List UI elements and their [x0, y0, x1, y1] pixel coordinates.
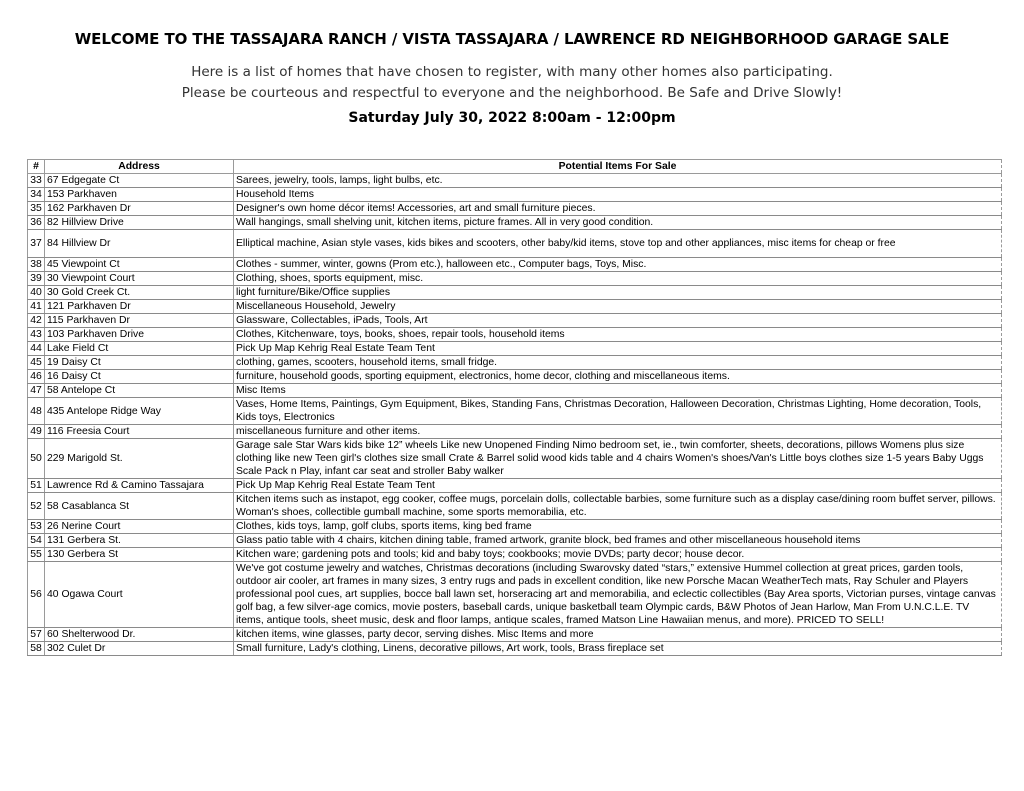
row-number: 42: [28, 314, 45, 328]
row-items: Glassware, Collectables, iPads, Tools, Art: [234, 314, 1002, 328]
intro-line-2: Please be courteous and respectful to everyone and the neighborhood. Be Safe and Drive Slowly!: [181, 85, 843, 101]
row-items: Garage sale Star Wars kids bike 12” wheels Like new Unopened Finding Nimo bedroom set, ie., twin comforter, sheets, decorations, pillows Womens plus size clothing like new Teen girl's clothes size small Crate & Barrel solid wood kids table and 4 chairs Women's shoes/Van's Little boys clothes size 1-5 years Baby Uggs Scale Pack n Play, infant car seat and stroller Baby walker: [234, 439, 1002, 479]
table-row: [28, 493, 1002, 520]
column-header-address: Address: [45, 160, 234, 174]
column-header-number: #: [28, 160, 45, 174]
row-address: 82 Hillview Drive: [45, 216, 234, 230]
row-items: Kitchen items such as instapot, egg cooker, coffee mugs, porcelain dolls, collectable barbies, some furniture such as a display case/dining room buffet server, pillows. Woman's shoes, collectible gumball machine, some sports memorabilia, etc.: [234, 493, 1002, 520]
row-number: 50: [28, 439, 45, 479]
row-number: 47: [28, 384, 45, 398]
row-number: 37: [28, 230, 45, 258]
table-row: [28, 300, 1002, 314]
row-number: 48: [28, 398, 45, 425]
row-address: Lawrence Rd & Camino Tassajara: [45, 479, 234, 493]
table-row: [28, 314, 1002, 328]
table-row: [28, 439, 1002, 479]
row-items: Small furniture, Lady's clothing, Linens, decorative pillows, Art work, tools, Brass fireplace set: [234, 642, 1002, 656]
row-items: miscellaneous furniture and other items.: [234, 425, 1002, 439]
table-row: [28, 356, 1002, 370]
row-number: 38: [28, 258, 45, 272]
row-number: 40: [28, 286, 45, 300]
table-row: [28, 258, 1002, 272]
table-row: [28, 174, 1002, 188]
table-row: [28, 534, 1002, 548]
row-address: 30 Viewpoint Court: [45, 272, 234, 286]
row-address: 115 Parkhaven Dr: [45, 314, 234, 328]
row-items: We've got costume jewelry and watches, Christmas decorations (including Swarovsky dated “stars,” extensive Hummel collection at great prices, garden tools, outdoor air cooler, art frames in many sizes, 3 entry rugs and pads in excellent condition, like new Porsche Macan WeatherTech mats, Ray Schuler and Players professional pool cues, art supplies, bocce ball lawn set, horseracing art and memorabilia, and eclectic collectibles (Bay Area sports, Victorian purses, vintage canvas golf bag, a few silver-age comics, movie posters, baseball cards, unique basketball team Olympic cards, B&W Photos of Jean Harlow, Man From U.N.C.L.E. TV items, antique tools, sheet music, desk and floor lamps, antique scales, framed Matson Line Hawaiian menus, and more). PRICED TO SELL!: [234, 562, 1002, 628]
row-address: 162 Parkhaven Dr: [45, 202, 234, 216]
row-items: Clothing, shoes, sports equipment, misc.: [234, 272, 1002, 286]
table-row: [28, 188, 1002, 202]
page-title: WELCOME TO THE TASSAJARA RANCH / VISTA TASSAJARA / LAWRENCE RD NEIGHBORHOOD GARAGE SALE: [74, 30, 950, 48]
table-row: [28, 520, 1002, 534]
row-address: Lake Field Ct: [45, 342, 234, 356]
row-number: 34: [28, 188, 45, 202]
table-body: [28, 174, 1002, 656]
sale-table: [27, 159, 1002, 656]
row-items: Wall hangings, small shelving unit, kitchen items, picture frames. All in very good condition.: [234, 216, 1002, 230]
row-address: 58 Casablanca St: [45, 493, 234, 520]
table-header-row: [28, 160, 1002, 174]
intro-line-1: Here is a list of homes that have chosen to register, with many other homes also participating.: [191, 64, 833, 80]
table-row: [28, 370, 1002, 384]
row-number: 45: [28, 356, 45, 370]
row-address: 302 Culet Dr: [45, 642, 234, 656]
row-number: 46: [28, 370, 45, 384]
row-address: 26 Nerine Court: [45, 520, 234, 534]
row-number: 33: [28, 174, 45, 188]
row-items: clothing, games, scooters, household items, small fridge.: [234, 356, 1002, 370]
row-address: 60 Shelterwood Dr.: [45, 628, 234, 642]
table-row: [28, 384, 1002, 398]
row-address: 121 Parkhaven Dr: [45, 300, 234, 314]
row-address: 130 Gerbera St: [45, 548, 234, 562]
table-row: [28, 628, 1002, 642]
row-address: 30 Gold Creek Ct.: [45, 286, 234, 300]
table-row: [28, 342, 1002, 356]
row-items: Vases, Home Items, Paintings, Gym Equipment, Bikes, Standing Fans, Christmas Decoration, Halloween Decoration, Christmas Lighting, Home decoration, Tools, Kids toys, Electronics: [234, 398, 1002, 425]
row-number: 43: [28, 328, 45, 342]
table-row: [28, 398, 1002, 425]
row-number: 52: [28, 493, 45, 520]
row-address: 19 Daisy Ct: [45, 356, 234, 370]
row-address: 45 Viewpoint Ct: [45, 258, 234, 272]
row-items: Household Items: [234, 188, 1002, 202]
intro-text: [0, 62, 1024, 104]
table-row: [28, 562, 1002, 628]
table-row: [28, 548, 1002, 562]
row-items: Kitchen ware; gardening pots and tools; kid and baby toys; cookbooks; movie DVDs; party decor; house decor.: [234, 548, 1002, 562]
table-row: [28, 286, 1002, 300]
row-address: 16 Daisy Ct: [45, 370, 234, 384]
table-row: [28, 479, 1002, 493]
row-items: Designer's own home décor items! Accessories, art and small furniture pieces.: [234, 202, 1002, 216]
row-items: Clothes, kids toys, lamp, golf clubs, sports items, king bed frame: [234, 520, 1002, 534]
row-number: 51: [28, 479, 45, 493]
row-items: Elliptical machine, Asian style vases, kids bikes and scooters, other baby/kid items, stove top and other appliances, misc items for cheap or free: [234, 230, 1002, 258]
row-address: 116 Freesia Court: [45, 425, 234, 439]
row-number: 58: [28, 642, 45, 656]
row-address: 103 Parkhaven Drive: [45, 328, 234, 342]
table-row: [28, 216, 1002, 230]
sale-date: Saturday July 30, 2022 8:00am - 12:00pm: [348, 110, 676, 126]
row-address: 84 Hillview Dr: [45, 230, 234, 258]
row-items: kitchen items, wine glasses, party decor, serving dishes. Misc Items and more: [234, 628, 1002, 642]
row-address: 58 Antelope Ct: [45, 384, 234, 398]
column-header-items: Potential Items For Sale: [234, 160, 1002, 174]
row-items: Misc Items: [234, 384, 1002, 398]
row-address: 67 Edgegate Ct: [45, 174, 234, 188]
row-address: 40 Ogawa Court: [45, 562, 234, 628]
row-address: 153 Parkhaven: [45, 188, 234, 202]
row-number: 49: [28, 425, 45, 439]
row-number: 54: [28, 534, 45, 548]
table-row: [28, 272, 1002, 286]
row-items: Clothes - summer, winter, gowns (Prom etc.), halloween etc., Computer bags, Toys, Misc.: [234, 258, 1002, 272]
table-row: [28, 425, 1002, 439]
row-address: 229 Marigold St.: [45, 439, 234, 479]
row-items: light furniture/Bike/Office supplies: [234, 286, 1002, 300]
row-items: Pick Up Map Kehrig Real Estate Team Tent: [234, 342, 1002, 356]
row-items: Glass patio table with 4 chairs, kitchen dining table, framed artwork, granite block, bed frames and other miscellaneous household items: [234, 534, 1002, 548]
row-number: 44: [28, 342, 45, 356]
row-number: 55: [28, 548, 45, 562]
row-address: 131 Gerbera St.: [45, 534, 234, 548]
table-row: [28, 328, 1002, 342]
row-number: 41: [28, 300, 45, 314]
table-row: [28, 230, 1002, 258]
table-row: [28, 202, 1002, 216]
row-address: 435 Antelope Ridge Way: [45, 398, 234, 425]
row-number: 57: [28, 628, 45, 642]
row-number: 36: [28, 216, 45, 230]
row-items: Sarees, jewelry, tools, lamps, light bulbs, etc.: [234, 174, 1002, 188]
row-items: Pick Up Map Kehrig Real Estate Team Tent: [234, 479, 1002, 493]
row-number: 56: [28, 562, 45, 628]
row-number: 39: [28, 272, 45, 286]
row-number: 53: [28, 520, 45, 534]
row-items: Miscellaneous Household, Jewelry: [234, 300, 1002, 314]
table-row: [28, 642, 1002, 656]
row-items: Clothes, Kitchenware, toys, books, shoes, repair tools, household items: [234, 328, 1002, 342]
row-items: furniture, household goods, sporting equipment, electronics, home decor, clothing and miscellaneous items.: [234, 370, 1002, 384]
row-number: 35: [28, 202, 45, 216]
